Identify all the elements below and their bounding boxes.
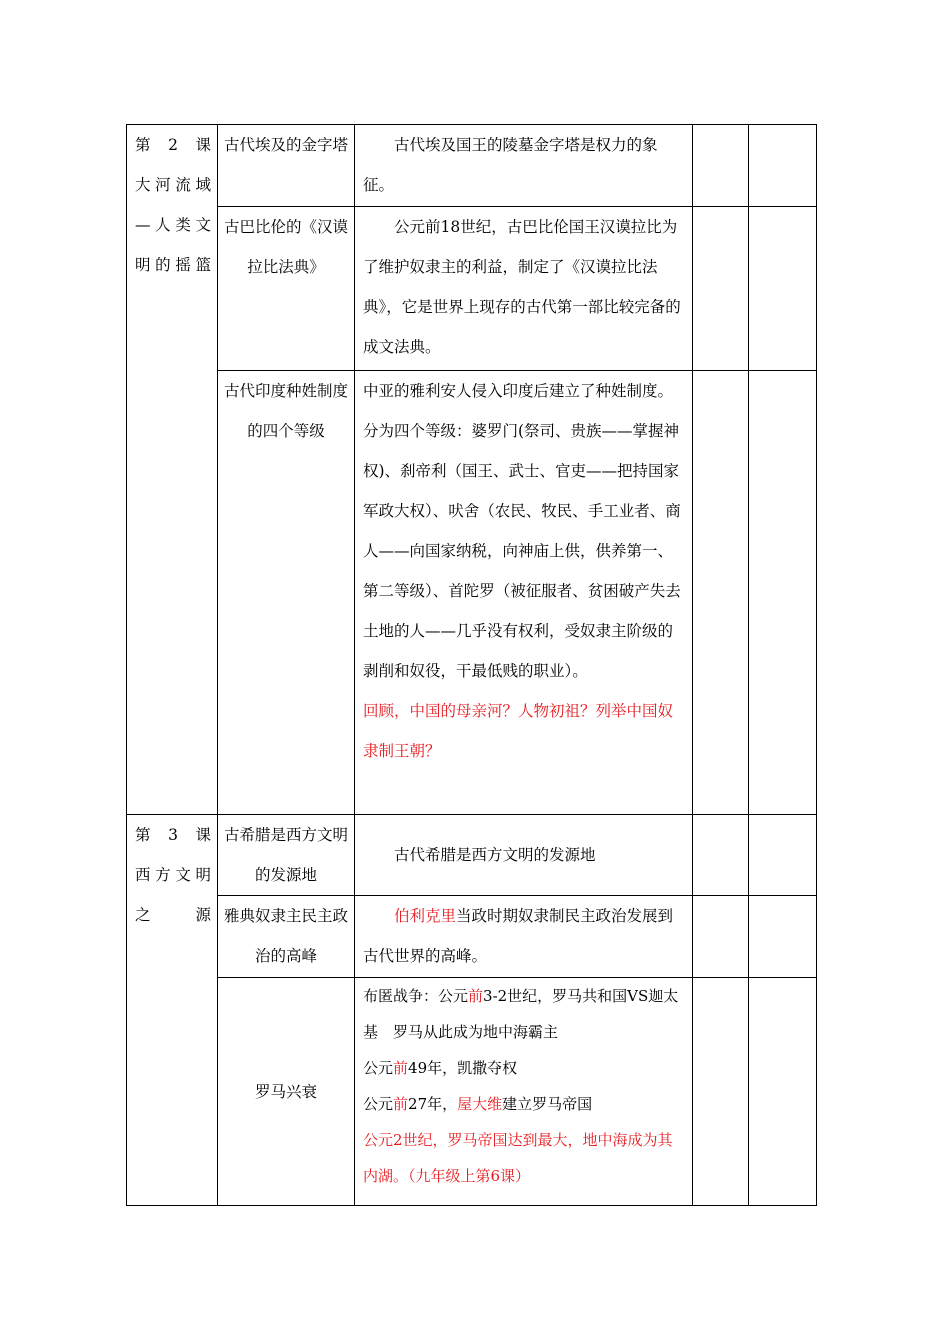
- detail-cell: 公元前18世纪，古巴比伦国王汉谟拉比为了维护奴隶主的利益，制定了《汉谟拉比法典》，它是世界上现存的古代第一部比较完备的成文法典。: [355, 207, 693, 371]
- empty-cell: [693, 978, 749, 1206]
- topic-cell: 雅典奴隶主民主政治的高峰: [218, 896, 355, 978]
- empty-cell: [693, 207, 749, 371]
- lesson-title-line: 第2课: [135, 136, 211, 154]
- empty-cell: [693, 815, 749, 896]
- lesson-title-line: 大河流域: [135, 176, 211, 194]
- text-run: 建立罗马帝国: [502, 1095, 593, 1113]
- table-row: [127, 207, 817, 371]
- empty-cell: [693, 371, 749, 815]
- text-run: 公元: [363, 1059, 394, 1077]
- topic-cell: 古巴比伦的《汉谟拉比法典》: [218, 207, 355, 371]
- empty-cell: [693, 125, 749, 207]
- detail-cell: [355, 978, 693, 1206]
- table-row: [127, 815, 817, 896]
- text-run: 布匿战争：公元: [363, 987, 469, 1005]
- roman-peak-line: 公元2世纪，罗马帝国达到最大，地中海成为其内湖。（九年级上第6课）: [363, 1131, 673, 1185]
- lesson-title-line: 之源: [135, 906, 211, 924]
- lesson-title-line: 第3课: [135, 826, 211, 844]
- topic-cell: 古代印度种姓制度的四个等级: [218, 371, 355, 815]
- caesar-line: [363, 1050, 684, 1086]
- empty-cell: [749, 978, 817, 1206]
- detail-cell: [355, 896, 693, 978]
- lesson-title-line: —人类文: [135, 216, 211, 234]
- text-run: 3-2世纪，罗马共和国VS迦太基 罗马从此成为地中海霸主: [363, 987, 679, 1041]
- lesson-title-cell: [127, 125, 218, 815]
- empty-cell: [749, 207, 817, 371]
- caste-description: 中亚的雅利安人侵入印度后建立了种姓制度。分为四个等级：婆罗门(祭司、贵族——掌握神权)、刹帝利（国王、武士、官吏——把持国家军政大权）、吠舍（农民、牧民、手工业者、商人——向国家纳税，向神庙上供，供养第一、第二等级）、首陀罗（被征服者、贫困破产失去土地的人——几乎没有权利，受奴隶主阶级的剥削和奴役，干最低贱的职业）。: [363, 382, 681, 680]
- text-run: 49年，凯撒夺权: [408, 1059, 518, 1077]
- empty-cell: [693, 896, 749, 978]
- lesson-title-line: 明的摇篮: [135, 256, 211, 274]
- topic-cell: 罗马兴衰: [218, 978, 355, 1206]
- empty-cell: [749, 815, 817, 896]
- lesson-title-line: 西方文明: [135, 866, 211, 884]
- table-row: [127, 371, 817, 815]
- text-run: 屋大维: [457, 1095, 503, 1113]
- text-run: 前: [393, 1095, 409, 1113]
- history-outline-table: [126, 124, 817, 1206]
- detail-cell: 古代埃及国王的陵墓金字塔是权力的象征。: [355, 125, 693, 207]
- detail-cell: 古代希腊是西方文明的发源地: [355, 815, 693, 896]
- text-run: 27年，: [408, 1095, 458, 1113]
- topic-cell: 古希腊是西方文明的发源地: [218, 815, 355, 896]
- review-note: 回顾，中国的母亲河？人物初祖？列举中国奴隶制王朝？: [363, 702, 674, 760]
- punic-wars-line: [363, 978, 684, 1050]
- detail-text: 当政时期奴隶制民主政治发展到古代世界的高峰。: [363, 907, 674, 965]
- detail-cell: [355, 371, 693, 815]
- empty-cell: [749, 125, 817, 207]
- text-run: 前: [468, 987, 484, 1005]
- empty-cell: [749, 896, 817, 978]
- table-row: [127, 978, 817, 1206]
- table-row: [127, 125, 817, 207]
- topic-cell: 古代埃及的金字塔: [218, 125, 355, 207]
- table-row: [127, 896, 817, 978]
- text-run: 前: [393, 1059, 409, 1077]
- text-run: 公元: [363, 1095, 394, 1113]
- pericles-name: 伯利克里: [394, 907, 457, 925]
- empty-cell: [749, 371, 817, 815]
- lesson-title-cell: [127, 815, 218, 1206]
- empire-line: [363, 1086, 684, 1122]
